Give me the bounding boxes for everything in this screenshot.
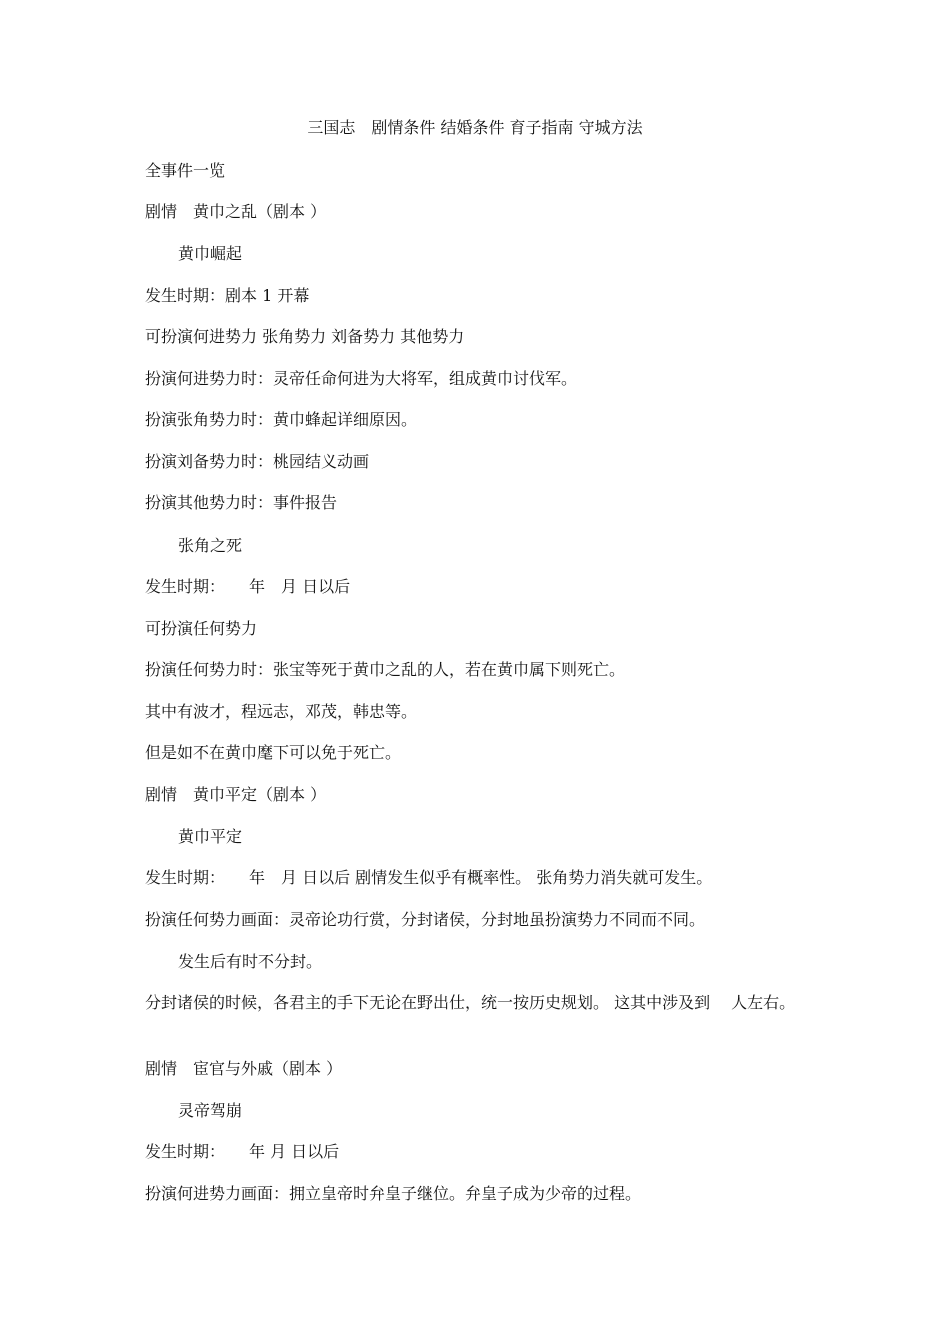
text-line: 扮演刘备势力时：桃园结义动画 xyxy=(145,452,370,471)
text-line: 发生时期： 年 月 日以后 剧情发生似乎有概率性。 张角势力消失就可发生。 xyxy=(145,868,713,887)
document-title: 三国志 剧情条件 结婚条件 育子指南 守城方法 xyxy=(307,118,643,137)
event-title: 灵帝驾崩 xyxy=(178,1101,243,1120)
text-line: 全事件一览 xyxy=(145,161,226,180)
text-line: 扮演其他势力时：事件报告 xyxy=(145,493,338,512)
text-line: 扮演何进势力画面：拥立皇帝时弁皇子继位。弁皇子成为少帝的过程。 xyxy=(145,1184,642,1203)
text-line: 可扮演何进势力 张角势力 刘备势力 其他势力 xyxy=(145,327,465,346)
text-line: 发生后有时不分封。 xyxy=(178,952,323,971)
event-title: 黄巾平定 xyxy=(178,827,243,846)
section-heading: 剧情 黄巾之乱（剧本 ） xyxy=(145,202,327,221)
section-heading: 剧情 黄巾平定（剧本 ） xyxy=(145,785,327,804)
text-line: 发生时期：剧本 1 开幕 xyxy=(145,286,310,305)
text-line: 发生时期： 年 月 日以后 xyxy=(145,1142,340,1161)
text-line: 扮演任何势力画面：灵帝论功行赏，分封诸侯，分封地虽扮演势力不同而不同。 xyxy=(145,910,706,929)
text-line: 但是如不在黄巾麾下可以免于死亡。 xyxy=(145,743,402,762)
text-line: 可扮演任何势力 xyxy=(145,619,258,638)
section-heading: 剧情 宦官与外戚（剧本 ） xyxy=(145,1059,343,1078)
text-line: 扮演任何势力时：张宝等死于黄巾之乱的人，若在黄巾属下则死亡。 xyxy=(145,660,626,679)
event-title: 黄巾崛起 xyxy=(178,244,243,263)
text-line: 分封诸侯的时候，各君主的手下无论在野出仕，统一按历史规划。 这其中涉及到 人左右。 xyxy=(145,993,796,1012)
text-line: 其中有波才，程远志，邓茂，韩忠等。 xyxy=(145,702,418,721)
event-title: 张角之死 xyxy=(178,536,243,555)
text-line: 扮演张角势力时：黄巾蜂起详细原因。 xyxy=(145,410,418,429)
text-line: 发生时期： 年 月 日以后 xyxy=(145,577,351,596)
text-line: 扮演何进势力时：灵帝任命何进为大将军，组成黄巾讨伐军。 xyxy=(145,369,578,388)
